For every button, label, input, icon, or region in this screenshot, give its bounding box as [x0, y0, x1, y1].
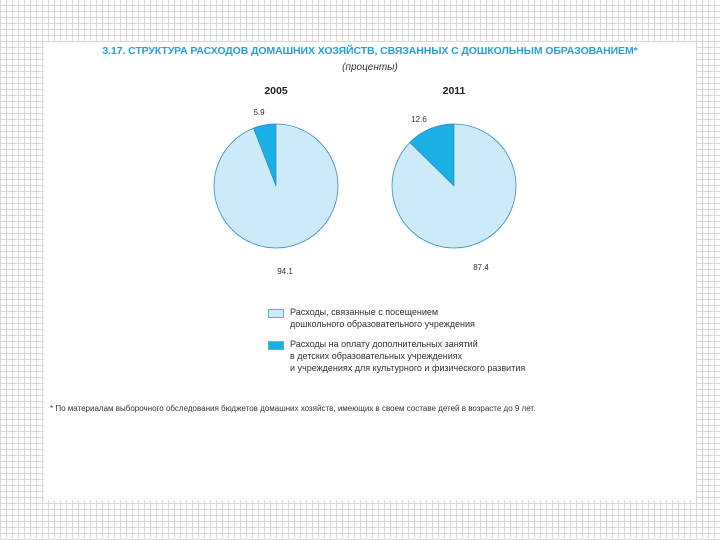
- pie-slice-label: 12.6: [411, 115, 427, 124]
- pie-charts: [44, 42, 696, 292]
- pie-year-label: 2011: [442, 85, 466, 97]
- pie-year-label: 2005: [264, 85, 288, 97]
- chart-title: 3.17. СТРУКТУРА РАСХОДОВ ДОМАШНИХ ХОЗЯЙСТВ, СВЯЗАННЫХ С ДОШКОЛЬНЫМ ОБРАЗОВАНИЕМ*: [102, 45, 638, 57]
- legend-text: [290, 338, 610, 374]
- legend-line: в детских образовательных учреждениях: [290, 351, 463, 361]
- pie-slice-label: 87.4: [473, 263, 489, 272]
- chart-subtitle: (проценты): [342, 62, 398, 73]
- legend-line: дошкольного образовательного учреждения: [290, 319, 475, 329]
- legend-swatch-light: [268, 309, 284, 318]
- pie-2005: [214, 85, 338, 276]
- legend-swatch-accent: [268, 341, 284, 350]
- slide: [44, 42, 696, 500]
- pie-slice-label: 5.9: [253, 108, 265, 117]
- legend-line: Расходы, связанные с посещением: [290, 307, 439, 317]
- legend-text: [290, 306, 610, 330]
- legend-line: Расходы на оплату дополнительных занятий: [290, 339, 478, 349]
- legend-line: и учреждениях для культурного и физического развития: [290, 363, 526, 373]
- pie-2011: [392, 85, 516, 272]
- pie-slice-label: 94.1: [277, 267, 293, 276]
- footnote: * По материалам выборочного обследования бюджетов домашних хозяйств, имеющих в своем составе детей в возрасте до 9 лет.: [50, 404, 536, 413]
